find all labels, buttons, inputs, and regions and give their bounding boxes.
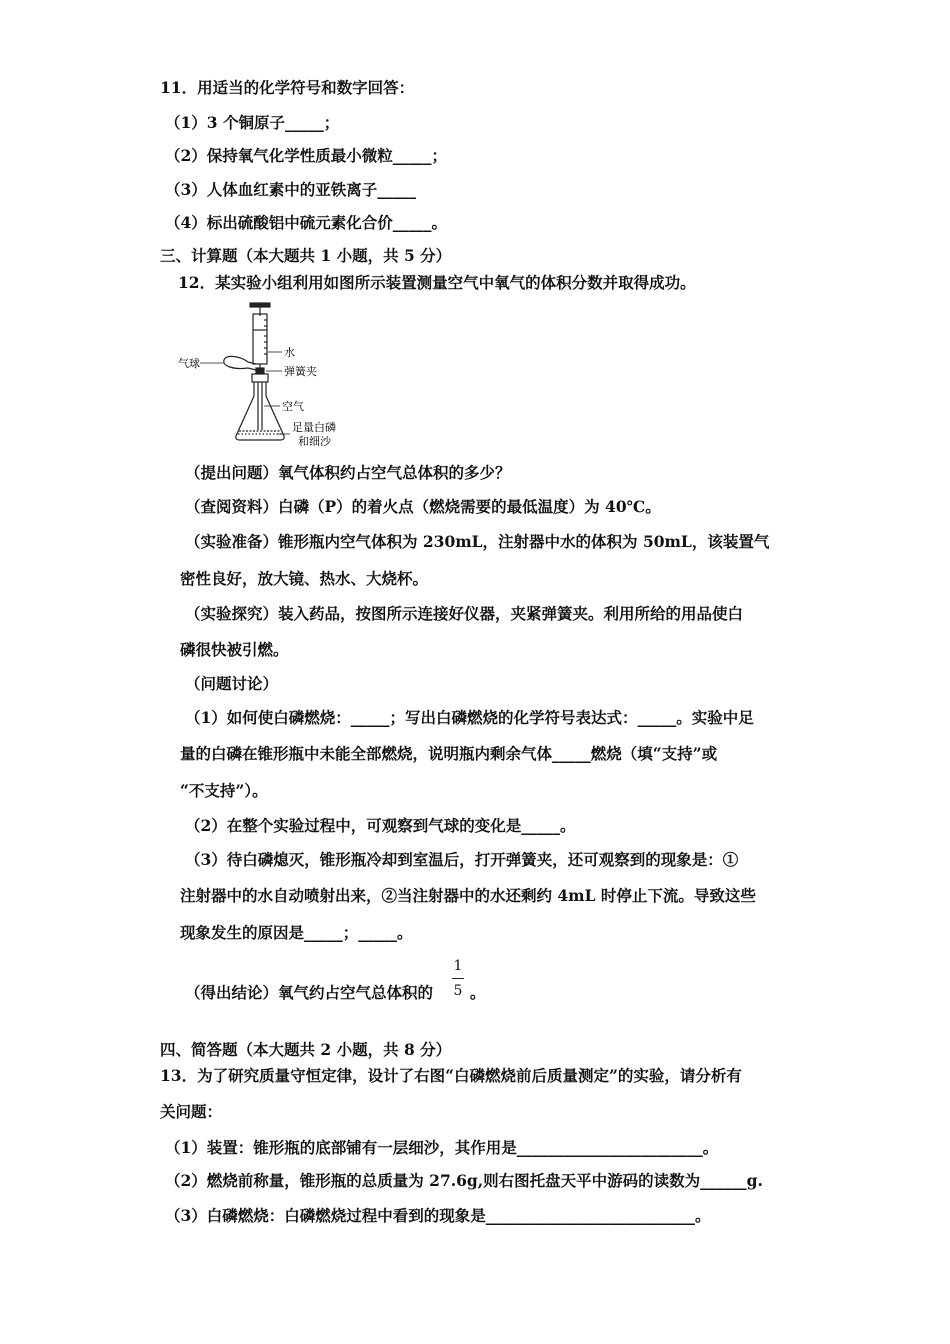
q12-stem: 12．某实验小组利用如图所示装置测量空气中氧气的体积分数并取得成功。 [178, 273, 696, 292]
fraction-bar [452, 978, 464, 979]
q12-line-5: （实验探究）装入药品，按图所示连接好仪器，夹紧弹簧夹。利用所给的用品使白 [185, 604, 744, 623]
q11-part-2: （2）保持氧气化学性质最小微粒_____； [165, 146, 448, 165]
q11-part-1: （1）3 个铜原子_____； [165, 113, 340, 132]
q12-line-13: 注射器中的水自动喷射出来，②当注射器中的水还剩约 4mL 时停止下流。导致这些 [180, 886, 756, 905]
q13-part-2: （2）燃烧前称量，锥形瓶的总质量为 27.6g,则右图托盘天平中游码的读数为______g. [165, 1171, 763, 1190]
fraction-denominator: 5 [453, 983, 463, 999]
syringe-plunger-top [250, 303, 270, 307]
q13-part-3: （3）白磷燃烧：白磷燃烧过程中看到的现象是___________________________。 [165, 1206, 711, 1225]
q11-part-3: （3）人体血红素中的亚铁离子_____ [165, 180, 417, 199]
q12-line-2: （查阅资料）白磷（P）的着火点（燃烧需要的最低温度）为 40℃。 [185, 497, 661, 516]
q12-line-11: （2）在整个实验过程中，可观察到气球的变化是_____。 [185, 816, 576, 835]
q12-line-10: “不支持”）。 [180, 781, 268, 800]
q11-stem: 11．用适当的化学符号和数字回答： [160, 78, 415, 97]
q11-part-4: （4）标出硫酸铝中硫元素化合价_____。 [165, 213, 448, 232]
section-4-title: 四、简答题（本大题共 2 小题，共 8 分） [160, 1040, 452, 1059]
label-phosphorus-2: 和细沙 [298, 435, 331, 448]
balloon [224, 356, 248, 368]
spring-clamp [256, 368, 264, 373]
q12-line-8: （1）如何使白磷燃烧：_____；写出白磷燃烧的化学符号表达式：_____。实验中足 [185, 708, 754, 727]
q12-line-7: （问题讨论） [185, 674, 279, 693]
q12-line-4: 密性良好，放大镜、热水、大烧杯。 [180, 569, 429, 588]
experiment-apparatus-figure [178, 300, 338, 450]
label-spring-clamp: 弹簧夹 [284, 365, 317, 378]
label-phosphorus-1: 足量白磷 [292, 421, 336, 434]
section-3-title: 三、计算题（本大题共 1 小题，共 5 分） [160, 246, 452, 265]
fraction-numerator: 1 [453, 958, 463, 974]
q12-line-3: （实验准备）锥形瓶内空气体积为 230mL，注射器中水的体积为 50mL，该装置气 [185, 532, 770, 551]
q12-line-9: 量的白磷在锥形瓶中未能全部燃烧，说明瓶内剩余气体_____燃烧（填“支持”或 [180, 744, 718, 763]
q13-part-1: （1）装置：锥形瓶的底部铺有一层细沙，其作用是________________________。 [165, 1138, 719, 1157]
q12-line-6: 磷很快被引燃。 [180, 640, 289, 659]
label-balloon: 气球 [178, 357, 200, 370]
q12-line-12: （3）待白磷熄灭，锥形瓶冷却到室温后，打开弹簧夹，还可观察到的现象是：① [185, 850, 739, 869]
q13-stem-2: 关问题： [160, 1102, 223, 1121]
q12-conclusion: （得出结论）氧气约占空气总体积的 [185, 983, 434, 1002]
q12-conclusion-end: 。 [470, 983, 486, 1002]
q12-line-1: （提出问题）氧气体积约占空气总体积的多少？ [185, 463, 511, 482]
q12-line-14: 现象发生的原因是_____；_____。 [180, 923, 413, 942]
flask-stopper [252, 374, 268, 382]
syringe-barrel [253, 314, 267, 364]
label-air: 空气 [282, 400, 304, 413]
q13-stem-1: 13．为了研究质量守恒定律，设计了右图“白磷燃烧前后质量测定”的实验，请分析有 [160, 1066, 742, 1085]
label-water: 水 [284, 346, 295, 359]
